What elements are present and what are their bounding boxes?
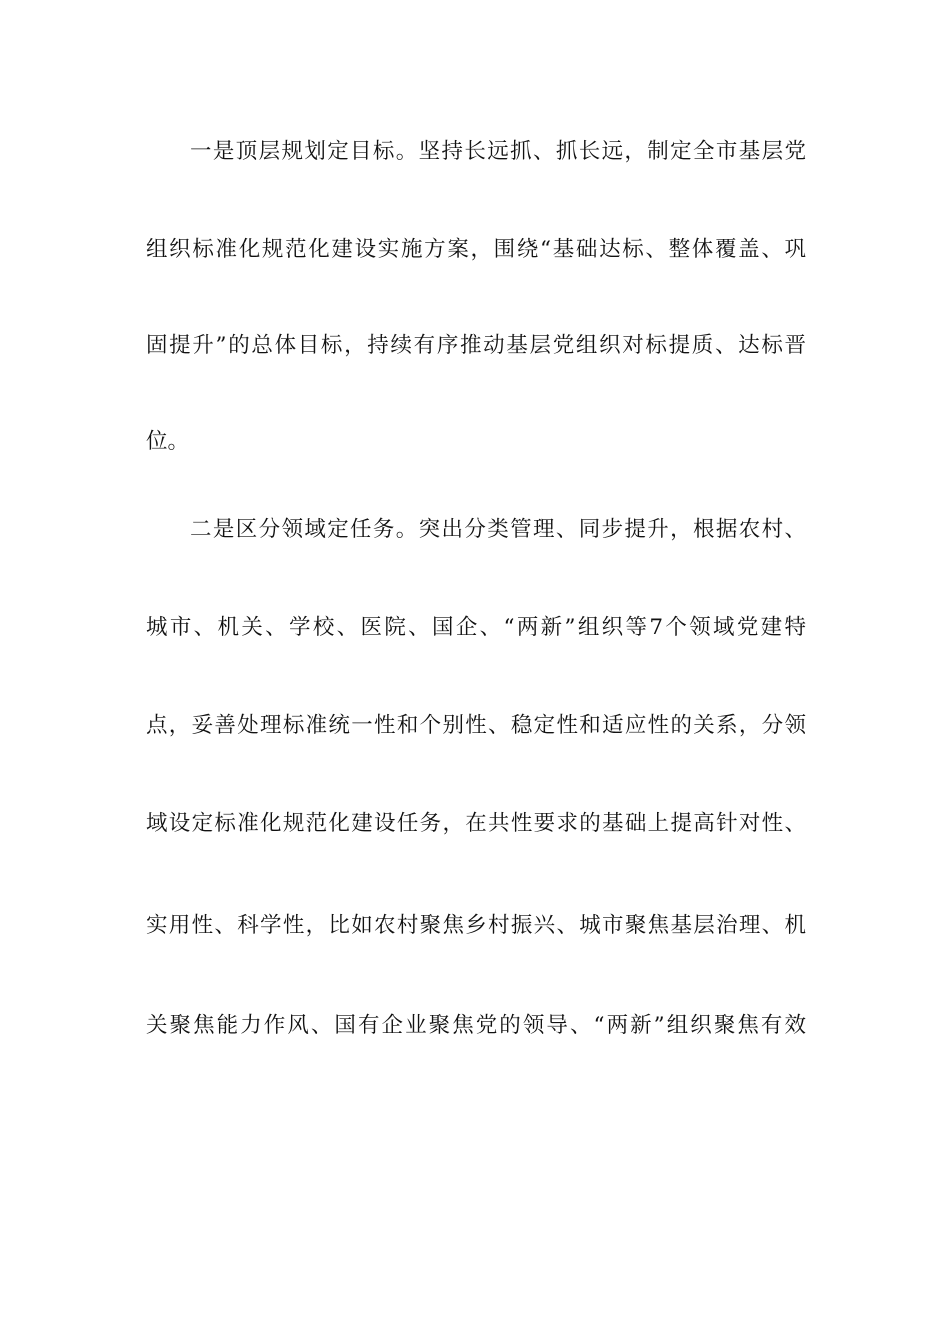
paragraph-1-line-3: 固提升”的总体目标，持续有序推动基层党组织对标提质、达标晋 [146,333,806,358]
paragraph-2-line-5: 实用性、科学性，比如农村聚焦乡村振兴、城市聚焦基层治理、机 [146,913,806,938]
paragraph-1-line-2: 组织标准化规范化建设实施方案，围绕“基础达标、整体覆盖、巩 [146,237,806,262]
paragraph-2-line-4: 域设定标准化规范化建设任务，在共性要求的基础上提高针对性、 [146,811,806,836]
paragraph-1-line-4: 位。 [146,429,190,454]
paragraph-2-line-2: 城市、机关、学校、医院、国企、“两新”组织等7个领域党建特 [146,615,806,640]
paragraph-1-line-1: 一是顶层规划定目标。坚持长远抓、抓长远，制定全市基层党 [190,139,806,164]
paragraph-2-line-6: 关聚焦能力作风、国有企业聚焦党的领导、“两新”组织聚焦有效 [146,1013,806,1038]
paragraph-2-line-3: 点，妥善处理标准统一性和个别性、稳定性和适应性的关系，分领 [146,713,806,738]
paragraph-2-line-1: 二是区分领域定任务。突出分类管理、同步提升，根据农村、 [190,517,806,542]
